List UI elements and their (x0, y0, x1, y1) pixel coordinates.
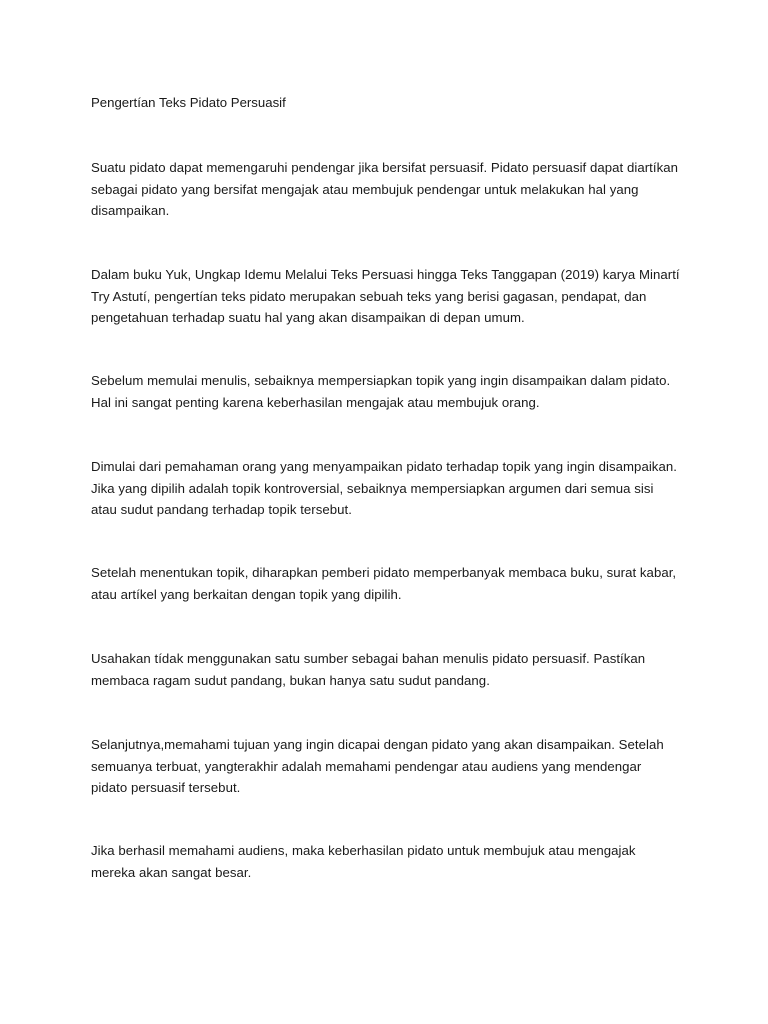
document-title: Pengertían Teks Pidato Persuasif (91, 95, 286, 110)
paragraph-prepare-topic: Sebelum memulai menulis, sebaiknya mempersiapkan topik yang ingin disampaikan dalam pidato. Hal ini sangat penting karena keberhasilan mengajak atau membujuk orang. (91, 373, 671, 410)
paragraph-conclusion: Jika berhasil memahami audiens, maka keberhasilan pidato untuk membujuk atau mengajak mereka akan sangat besar. (91, 843, 636, 880)
paragraph-definition: Suatu pidato dapat memengaruhi pendengar jika bersifat persuasif. Pidato persuasif dapat diartíkan sebagai pidato yang bersifat mengajak atau membujuk pendengar untuk melakukan hal yang disampaikan. (91, 160, 678, 218)
paragraph-multiple-sources: Usahakan tídak menggunakan satu sumber sebagai bahan menulis pidato persuasif. Pastíkan membaca ragam sudut pandang, bukan hanya satu sudut pandang. (91, 651, 646, 688)
paragraph-understanding-topic: Dimulai dari pemahaman orang yang menyampaikan pidato terhadap topik yang ingin disampaikan. Jika yang dipilih adalah topik kontroversial, sebaiknya mempersiapkan argumen dari semua sisi atau sudut pandang terhadap topik tersebut. (91, 459, 677, 517)
paragraph-understand-goal: Selanjutnya,memahami tujuan yang ingin dicapai dengan pidato yang akan disampaikan. Setelah semuanya terbuat, yangterakhir adalah memahami pendengar atau audiens yang mendengar pidato persuasif tersebut. (91, 737, 664, 795)
paragraph-book-reference: Dalam buku Yuk, Ungkap Idemu Melalui Teks Persuasi hingga Teks Tanggapan (2019) karya Minartí Try Astutí, pengertían teks pidato merupakan sebuah teks yang berisi gagasan, pendapat, dan pengetahuan terhadap suatu hal yang akan disampaikan di depan umum. (91, 267, 680, 325)
paragraph-read-more: Setelah menentukan topik, diharapkan pemberi pidato memperbanyak membaca buku, surat kabar, atau artíkel yang berkaitan dengan topik yang dipilih. (91, 565, 677, 602)
